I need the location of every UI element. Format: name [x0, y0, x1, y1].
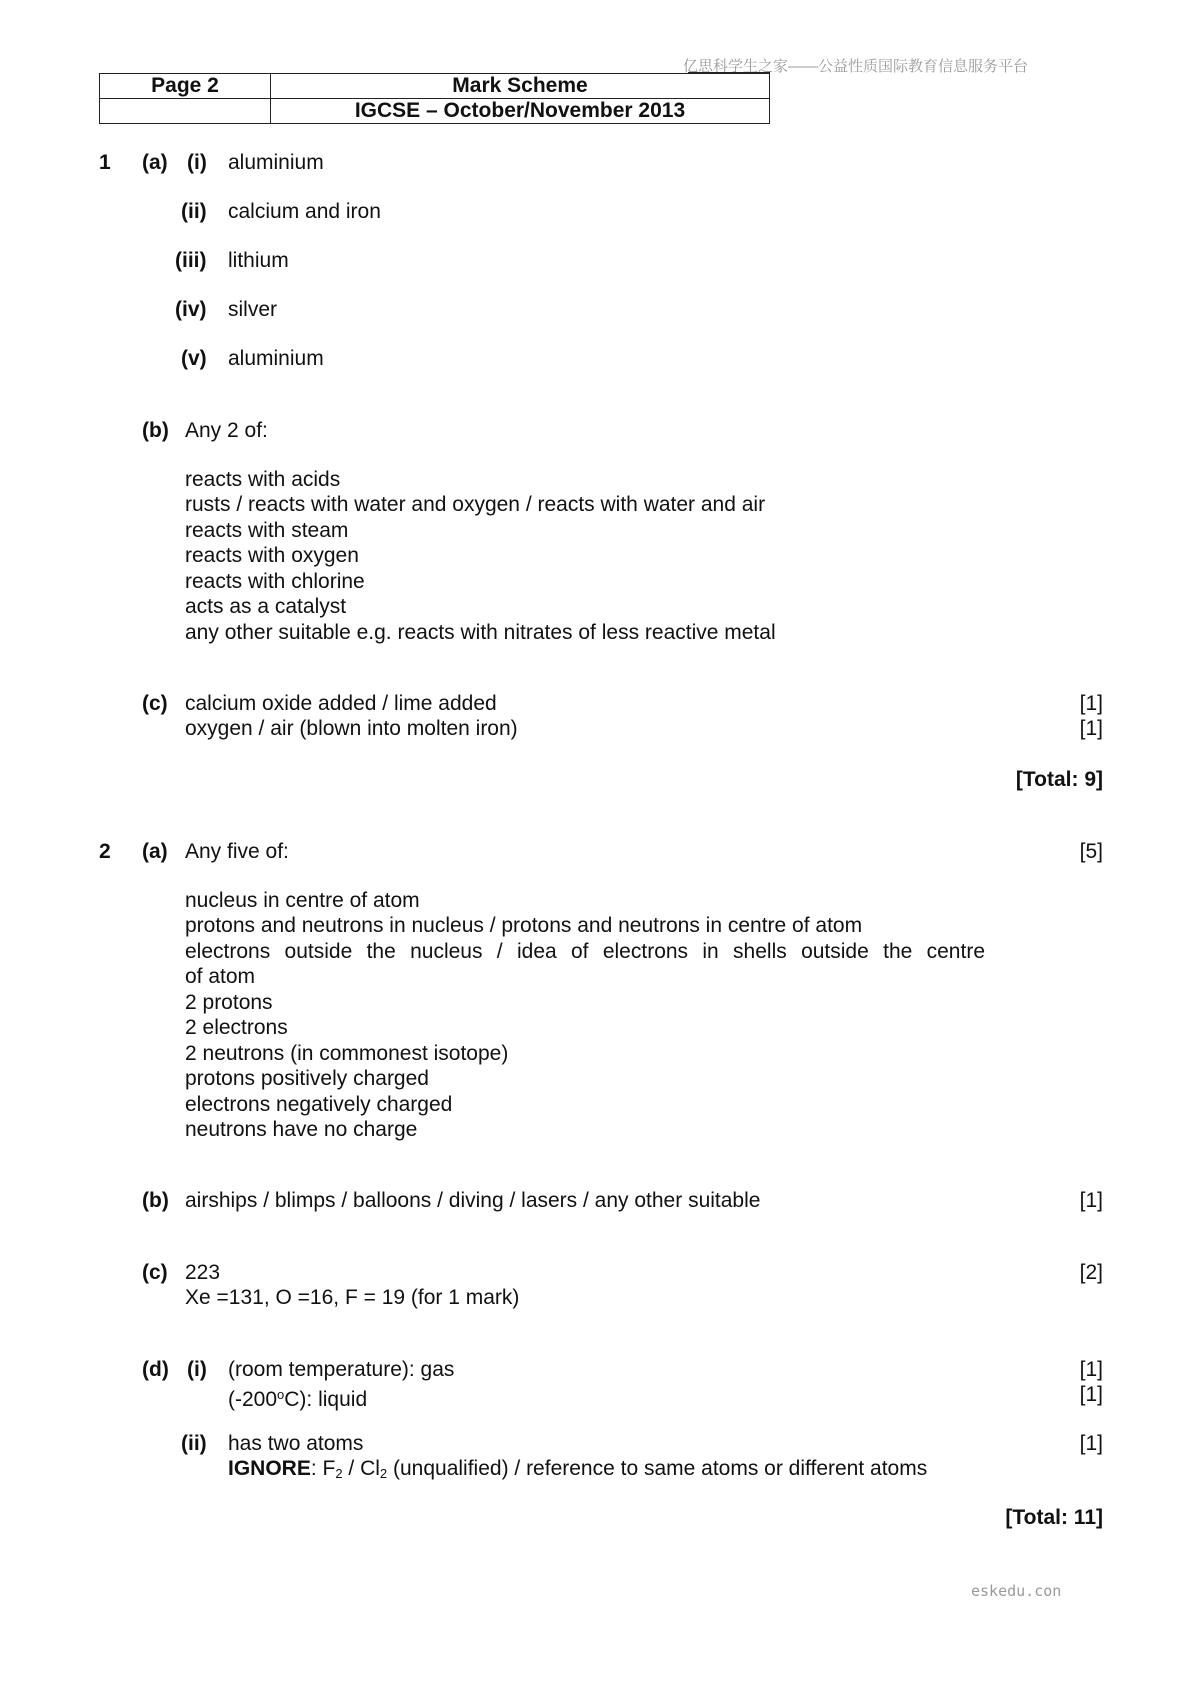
q1b-line: rusts / reacts with water and oxygen / reacts with water and air: [185, 493, 766, 516]
q1a-iii-answer: lithium: [228, 249, 289, 272]
q1b-label: (b): [142, 419, 169, 442]
q2a-line: protons and neutrons in nucleus / protons and neutrons in centre of atom: [185, 914, 863, 937]
q2d-i-mark2: [1]: [1079, 1383, 1103, 1406]
q2d-i-line2: [228, 1382, 367, 1412]
q2-total: [Total: 11]: [1005, 1506, 1103, 1529]
q2b-label: (b): [142, 1189, 169, 1212]
q2a-mark: [5]: [1079, 840, 1103, 863]
q1a-ii-answer: calcium and iron: [228, 200, 381, 223]
q1a-v-answer: aluminium: [228, 347, 324, 370]
q2c-mark: [2]: [1079, 1261, 1103, 1284]
header-page: Page 2: [100, 74, 271, 99]
q1c-label: (c): [142, 692, 168, 715]
q2a-line: electrons negatively charged: [185, 1093, 453, 1116]
q2d-ii-ignore: [228, 1456, 927, 1486]
q1-total: [Total: 9]: [1015, 768, 1103, 791]
q1a-iv-label: (iv): [175, 298, 207, 321]
q1c-line: oxygen / air (blown into molten iron): [185, 717, 518, 740]
q2c-answer: 223: [185, 1261, 221, 1284]
q2a-line: neutrons have no charge: [185, 1118, 418, 1141]
q2c-working: Xe =131, O =16, F = 19 (for 1 mark): [185, 1286, 520, 1309]
q1b-line: acts as a catalyst: [185, 595, 347, 618]
q2b-mark: [1]: [1079, 1189, 1103, 1212]
watermark-top: 亿思科学生之家——公益性质国际教育信息服务平台: [683, 58, 1029, 75]
q1b-line: reacts with steam: [185, 519, 349, 542]
ignore-f: : F: [310, 1457, 336, 1480]
q2c-label: (c): [142, 1261, 168, 1284]
q2d-i-line1: (room temperature): gas: [228, 1358, 455, 1381]
q1c-mark: [1]: [1079, 692, 1103, 715]
q2d-i-label: (i): [187, 1358, 207, 1381]
q2d-i-line2-post: C): liquid: [284, 1388, 368, 1411]
q1a-v-label: (v): [181, 347, 207, 370]
q2a-label: (a): [142, 840, 168, 863]
degree-symbol: o: [277, 1387, 285, 1402]
q1a-iii-label: (iii): [175, 249, 207, 272]
q2a-line: nucleus in centre of atom: [185, 889, 420, 912]
ignore-cl-sub: 2: [379, 1466, 388, 1481]
q2a-line: 2 protons: [185, 991, 273, 1014]
q1a-i-label: (i): [187, 151, 207, 174]
q1b-line: reacts with chlorine: [185, 570, 365, 593]
q2a-line: protons positively charged: [185, 1067, 429, 1090]
q2a-line: electrons outside the nucleus / idea of electrons in shells outside the centre: [185, 940, 985, 963]
q1c-line: calcium oxide added / lime added: [185, 692, 497, 715]
header-title: Mark Scheme: [271, 74, 770, 99]
q1-number: 1: [99, 151, 111, 174]
q2a-intro: Any five of:: [185, 840, 289, 863]
q2d-i-mark1: [1]: [1079, 1358, 1103, 1381]
q1b-line: reacts with oxygen: [185, 544, 359, 567]
watermark-bottom: eskedu.con: [971, 1582, 1062, 1600]
header-table: [99, 73, 770, 124]
q2a-line: 2 electrons: [185, 1016, 288, 1039]
q1c-mark: [1]: [1079, 717, 1103, 740]
q2d-i-line2-pre: (-200: [228, 1388, 278, 1411]
ignore-rest: (unqualified) / reference to same atoms or different atoms: [387, 1457, 928, 1480]
q2d-label: (d): [142, 1358, 169, 1381]
q1a-label: (a): [142, 151, 168, 174]
q2d-ii-label: (ii): [181, 1432, 207, 1455]
header-empty-cell: [100, 99, 271, 124]
ignore-label: IGNORE: [228, 1457, 311, 1480]
header-exam: IGCSE – October/November 2013: [271, 99, 770, 124]
ignore-cl: / Cl: [342, 1457, 380, 1480]
q1a-ii-label: (ii): [181, 200, 207, 223]
q2a-line: of atom: [185, 965, 256, 988]
q2-number: 2: [99, 840, 111, 863]
q1b-line: reacts with acids: [185, 468, 341, 491]
q1b-intro: Any 2 of:: [185, 419, 268, 442]
q2b-answer: airships / blimps / balloons / diving / lasers / any other suitable: [185, 1189, 761, 1212]
ignore-f-sub: 2: [335, 1466, 343, 1481]
q1b-line: any other suitable e.g. reacts with nitrates of less reactive metal: [185, 621, 776, 644]
q2a-line: 2 neutrons (in commonest isotope): [185, 1042, 509, 1065]
q2d-ii-mark: [1]: [1079, 1432, 1103, 1455]
q1a-iv-answer: silver: [228, 298, 278, 321]
q2d-ii-line1: has two atoms: [228, 1432, 364, 1455]
q1a-i-answer: aluminium: [228, 151, 324, 174]
